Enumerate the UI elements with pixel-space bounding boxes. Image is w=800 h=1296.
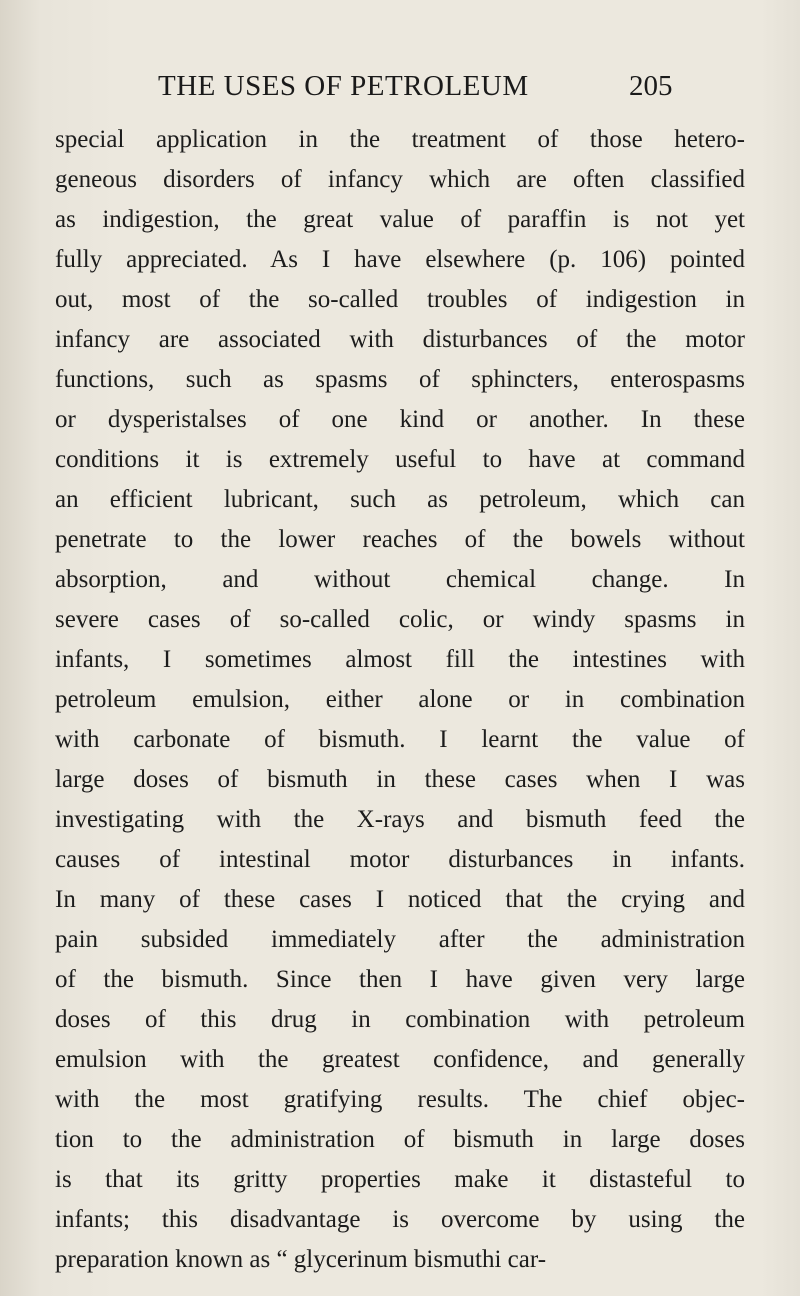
text-line: of the bismuth. Since then I have given very large	[55, 966, 745, 993]
text-line: infants, I sometimes almost fill the intestines with	[55, 646, 745, 673]
text-line: doses of this drug in combination with petroleum	[55, 1006, 745, 1033]
text-line: absorption, and without chemical change. In	[55, 566, 745, 593]
text-line: causes of intestinal motor disturbances in infants.	[55, 846, 745, 873]
text-line: conditions it is extremely useful to have at command	[55, 446, 745, 473]
text-line: tion to the administration of bismuth in large doses	[55, 1126, 745, 1153]
text-line: or dysperistalses of one kind or another. In these	[55, 406, 745, 433]
text-line: infants; this disadvantage is overcome by using the	[55, 1206, 745, 1233]
text-line: petroleum emulsion, either alone or in combination	[55, 686, 745, 713]
text-line: large doses of bismuth in these cases when I was	[55, 766, 745, 793]
text-line: preparation known as “ glycerinum bismuthi car-	[55, 1246, 547, 1273]
text-line: In many of these cases I noticed that the crying and	[55, 886, 745, 913]
page-number: 205	[629, 70, 673, 102]
text-line: special application in the treatment of those hetero-	[55, 126, 745, 153]
text-line: fully appreciated. As I have elsewhere (p. 106) pointed	[55, 246, 745, 273]
text-line: infancy are associated with disturbances of the motor	[55, 326, 745, 353]
page-header	[0, 70, 800, 110]
text-line: as indigestion, the great value of paraffin is not yet	[55, 206, 745, 233]
text-line: geneous disorders of infancy which are often classified	[55, 166, 745, 193]
text-line: out, most of the so-called troubles of indigestion in	[55, 286, 745, 313]
text-line: severe cases of so-called colic, or windy spasms in	[55, 606, 745, 633]
text-line: pain subsided immediately after the administration	[55, 926, 745, 953]
text-line: with carbonate of bismuth. I learnt the value of	[55, 726, 745, 753]
text-line: with the most gratifying results. The chief objec-	[55, 1086, 745, 1113]
text-line: emulsion with the greatest confidence, and generally	[55, 1046, 745, 1073]
running-head: THE USES OF PETROLEUM	[158, 70, 529, 102]
text-line: penetrate to the lower reaches of the bowels without	[55, 526, 745, 553]
text-line: functions, such as spasms of sphincters, enterospasms	[55, 366, 745, 393]
body-text	[55, 120, 745, 1280]
text-line: investigating with the X-rays and bismuth feed the	[55, 806, 745, 833]
text-line: an efficient lubricant, such as petroleum, which can	[55, 486, 745, 513]
text-line: is that its gritty properties make it distasteful to	[55, 1166, 745, 1193]
